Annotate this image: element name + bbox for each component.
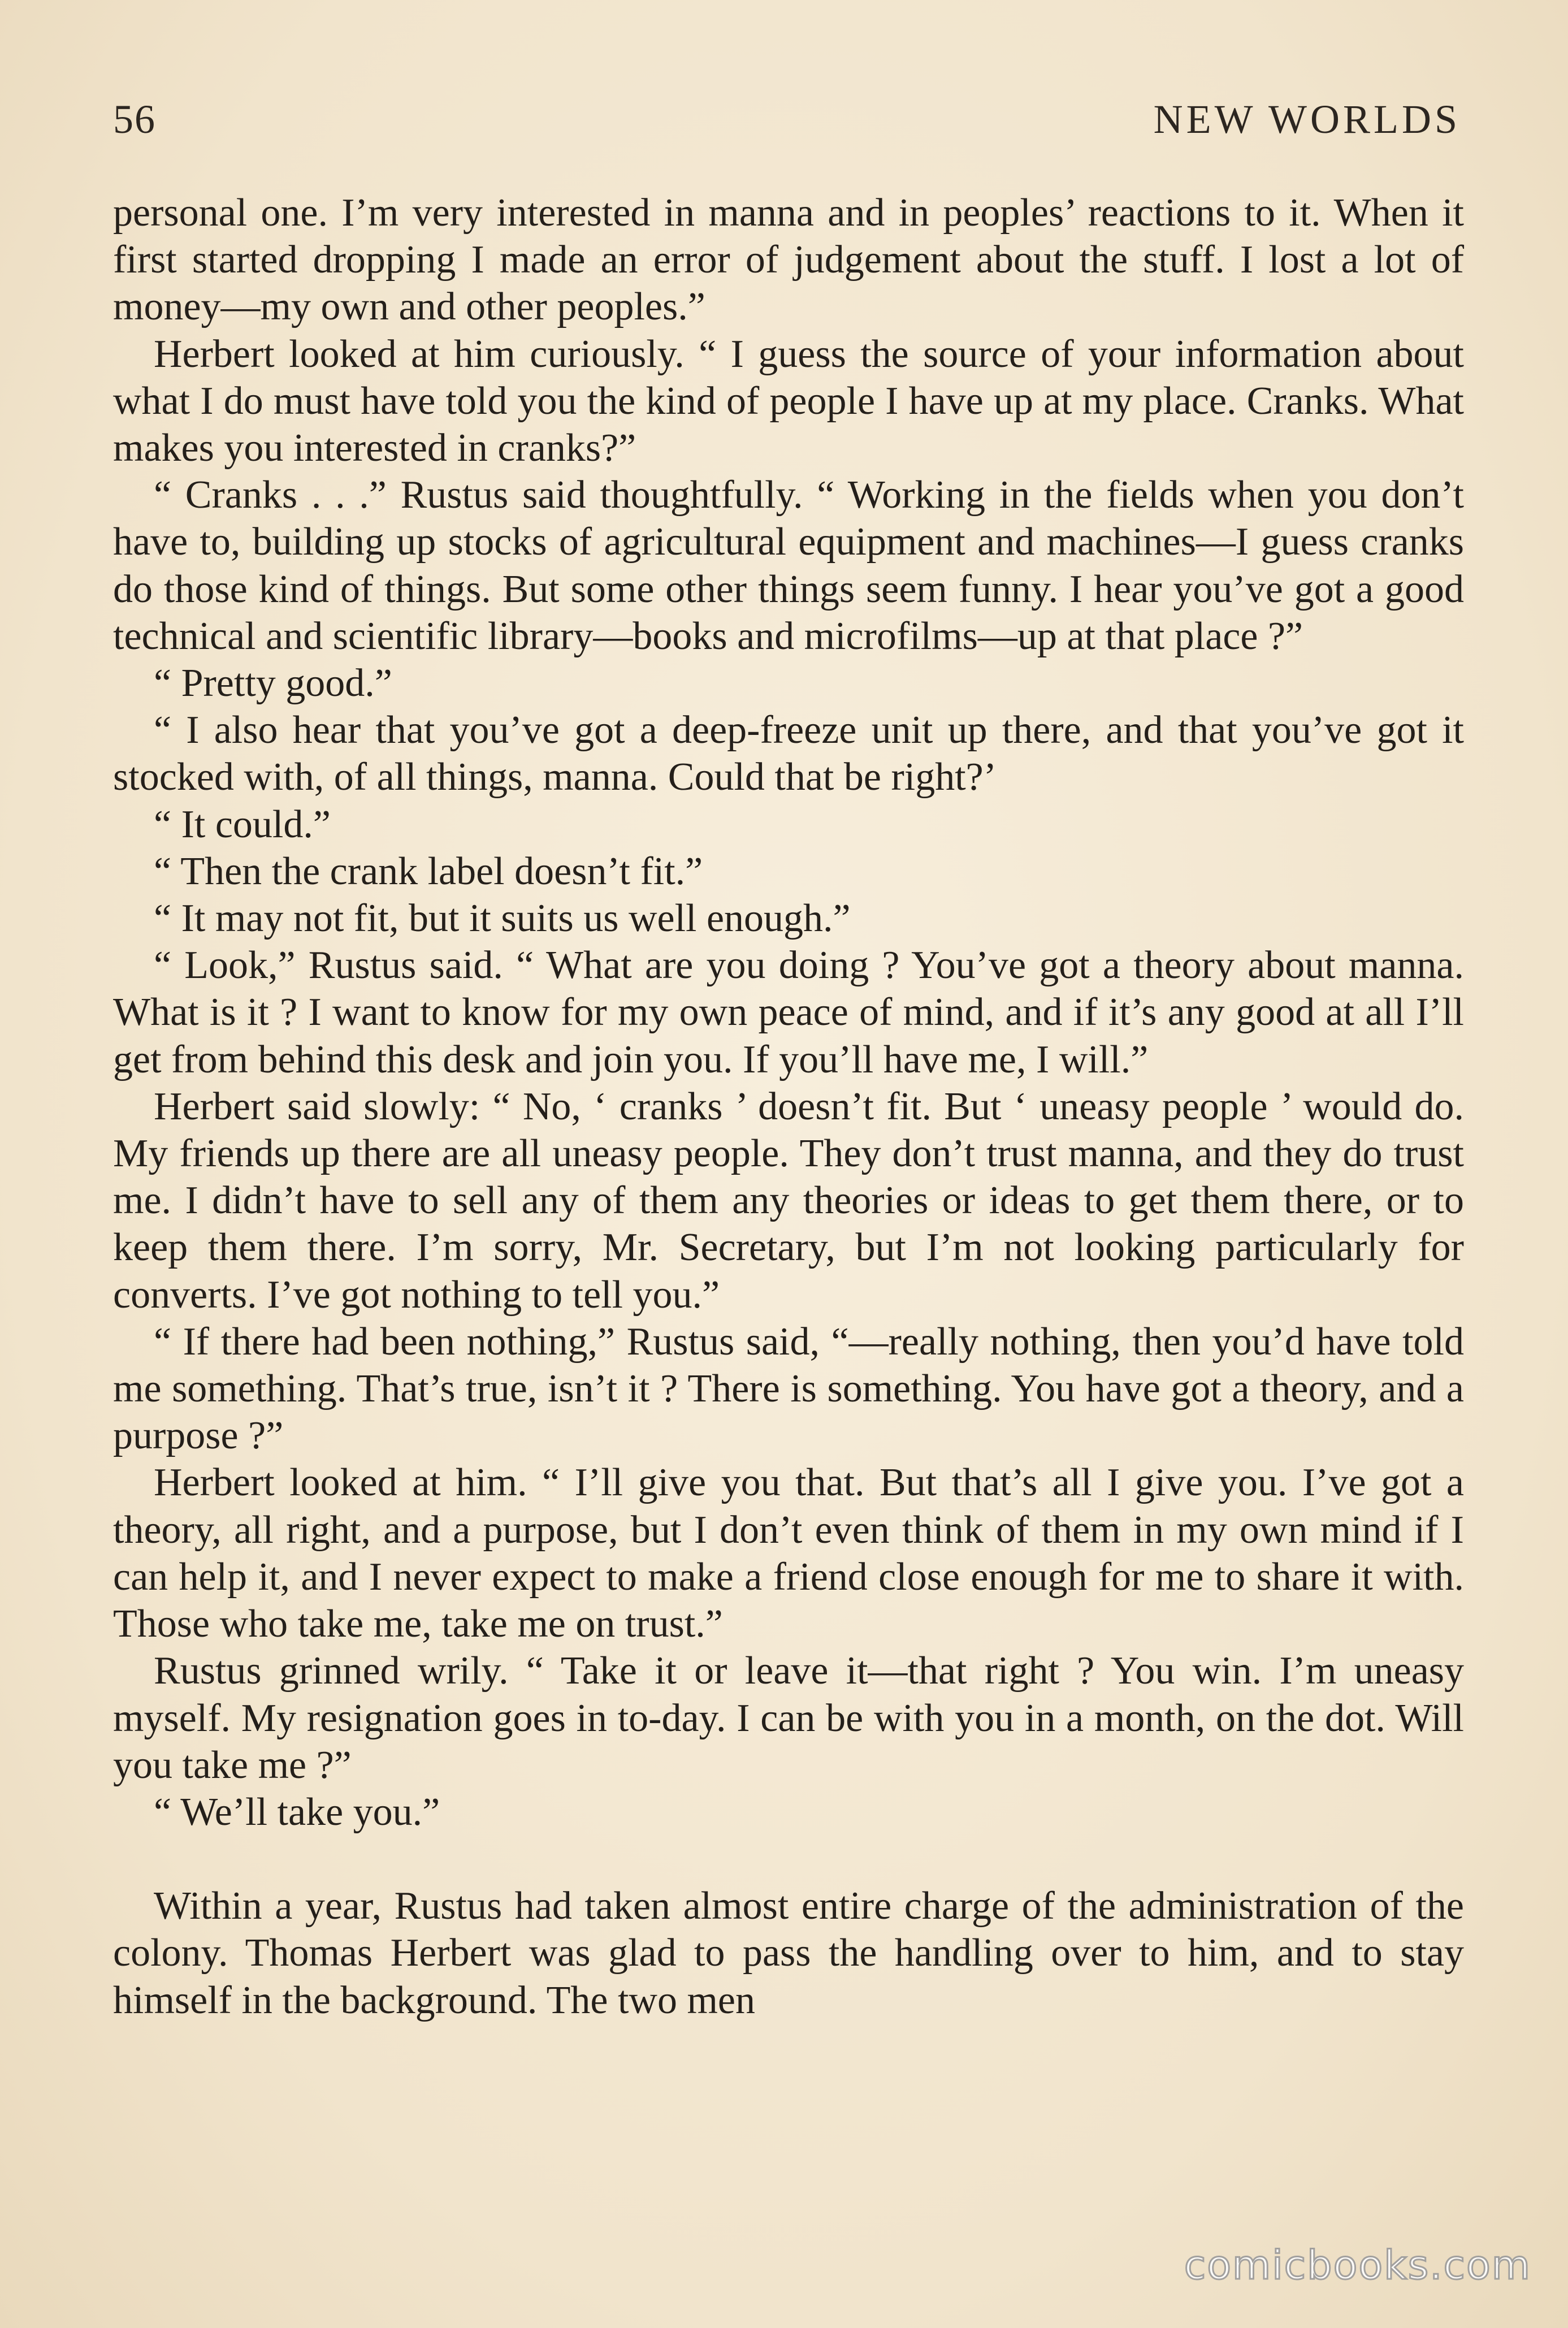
- paragraph: “ Then the crank label doesn’t fit.”: [154, 849, 703, 893]
- paragraph: Within a year, Rustus had taken almost entire charge of the administration of the colony. Thomas Herbert was glad to pass the handling over to him, and to stay himself in the background. The two men: [113, 1884, 1464, 2022]
- paragraph: “ I also hear that you’ve got a deep-freeze unit up there, and that you’ve got it stocked with, of all things, manna. Could that be right?’: [113, 708, 1464, 799]
- paragraph: “ Cranks . . .” Rustus said thoughtfully. “ Working in the fields when you don’t have to, building up stocks of agricultural equipment and machines—I guess cranks do those kind of things. But some other things seem funny. I hear you’ve got a good technical and scientific library—books and microfilms—up at that place ?”: [113, 473, 1464, 658]
- running-head: [113, 96, 1461, 164]
- running-title: NEW WORLDS: [1153, 97, 1461, 142]
- paragraph: Herbert looked at him. “ I’ll give you that. But that’s all I give you. I’ve got a theory, all right, and a purpose, but I don’t even think of them in my own mind if I can help it, and I never expect to make a friend close enough for me to share it with. Those who take me, take me on trust.”: [113, 1461, 1464, 1646]
- paragraph: “ It may not fit, but it suits us well enough.”: [154, 897, 851, 941]
- page-number: 56: [113, 97, 156, 142]
- paragraph: personal one. I’m very interested in manna and in peoples’ reactions to it. When it first started dropping I made an error of judgement about the stuff. I lost a lot of money—my own and other peoples.”: [113, 191, 1464, 329]
- paragraph: Rustus grinned wrily. “ Take it or leave it—that right ? You win. I’m uneasy myself. My resignation goes in to-day. I can be with you in a month, on the dot. Will you take me ?”: [113, 1649, 1464, 1787]
- watermark: comicbooks.com: [1184, 2242, 1531, 2288]
- paragraph: “ Pretty good.”: [154, 661, 392, 706]
- body-text: [113, 189, 1464, 2024]
- paragraph: “ We’ll take you.”: [154, 1790, 440, 1834]
- paragraph: “ If there had been nothing,” Rustus said, “—really nothing, then you’d have told me something. That’s true, isn’t it ? There is something. You have got a theory, and a purpose ?”: [113, 1319, 1464, 1458]
- paragraph: Herbert said slowly: “ No, ‘ cranks ’ doesn’t fit. But ‘ uneasy people ’ would do. My friends up there are all uneasy people. They don’t trust manna, and they do trust me. I didn’t have to sell any of them any theories or ideas to get them there, or to keep them there. I’m sorry, Mr. Secretary, but I’m not looking particularly for converts. I’ve got nothing to tell you.”: [113, 1084, 1464, 1317]
- paragraph: “ It could.”: [154, 802, 331, 846]
- paragraph: “ Look,” Rustus said. “ What are you doing ? You’ve got a theory about manna. What is it ? I want to know for my own peace of mind, and if it’s any good at all I’ll get from behind this desk and join you. If you’ll have me, I will.”: [113, 944, 1464, 1081]
- paragraph: Herbert looked at him curiously. “ I guess the source of your information about what I do must have told you the kind of people I have up at my place. Cranks. What makes you interested in cranks?”: [113, 332, 1464, 470]
